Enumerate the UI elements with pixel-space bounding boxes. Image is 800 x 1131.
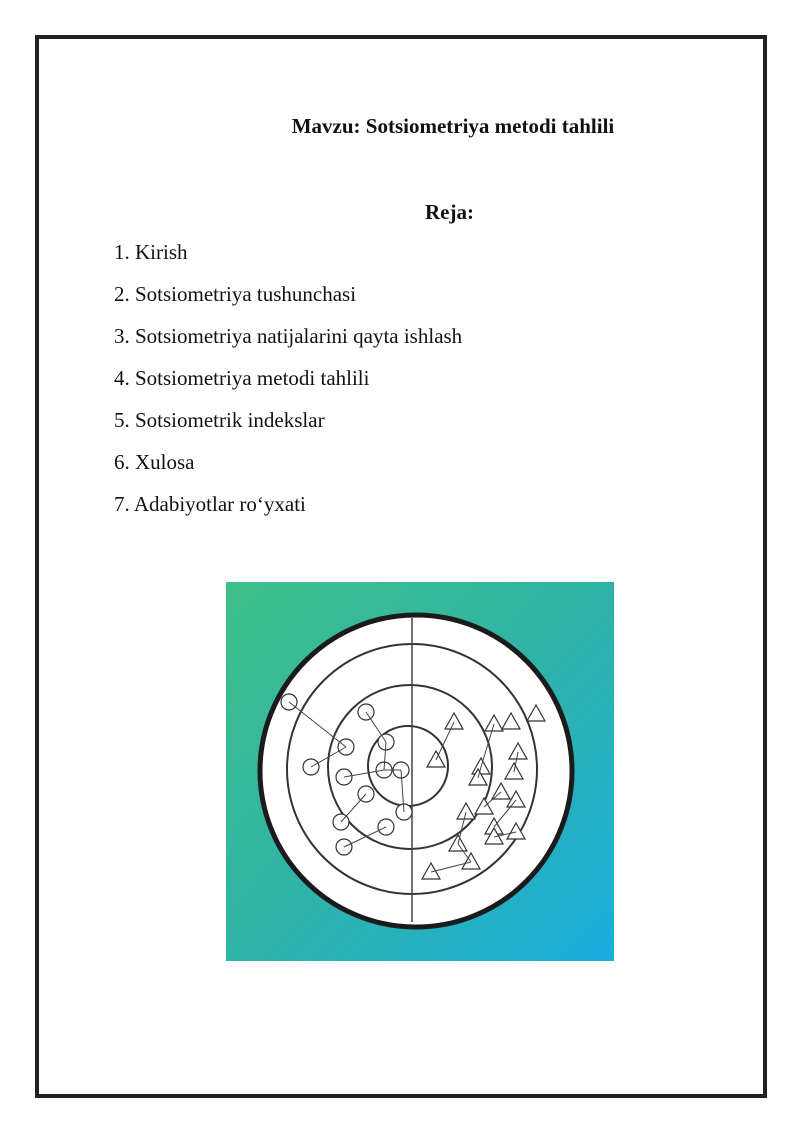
plan-item: 5. Sotsiometrik indekslar [114, 408, 325, 432]
plan-item: 7. Adabiyotlar ro‘yxati [114, 492, 306, 516]
page-title: Mavzu: Sotsiometriya metodi tahlili [291, 114, 615, 138]
sociogram-figure [226, 582, 614, 961]
plan-item: 6. Xulosa [114, 450, 195, 474]
plan-heading: Reja: [425, 200, 474, 224]
plan-item: 2. Sotsiometriya tushunchasi [114, 282, 357, 306]
plan-item: 1. Kirish [114, 240, 188, 264]
plan-list [114, 238, 462, 532]
plan-item: 3. Sotsiometriya natijalarini qayta ishlash [114, 324, 463, 348]
plan-item: 4. Sotsiometriya metodi tahlili [114, 366, 370, 390]
sociogram-target-diagram [226, 582, 614, 961]
